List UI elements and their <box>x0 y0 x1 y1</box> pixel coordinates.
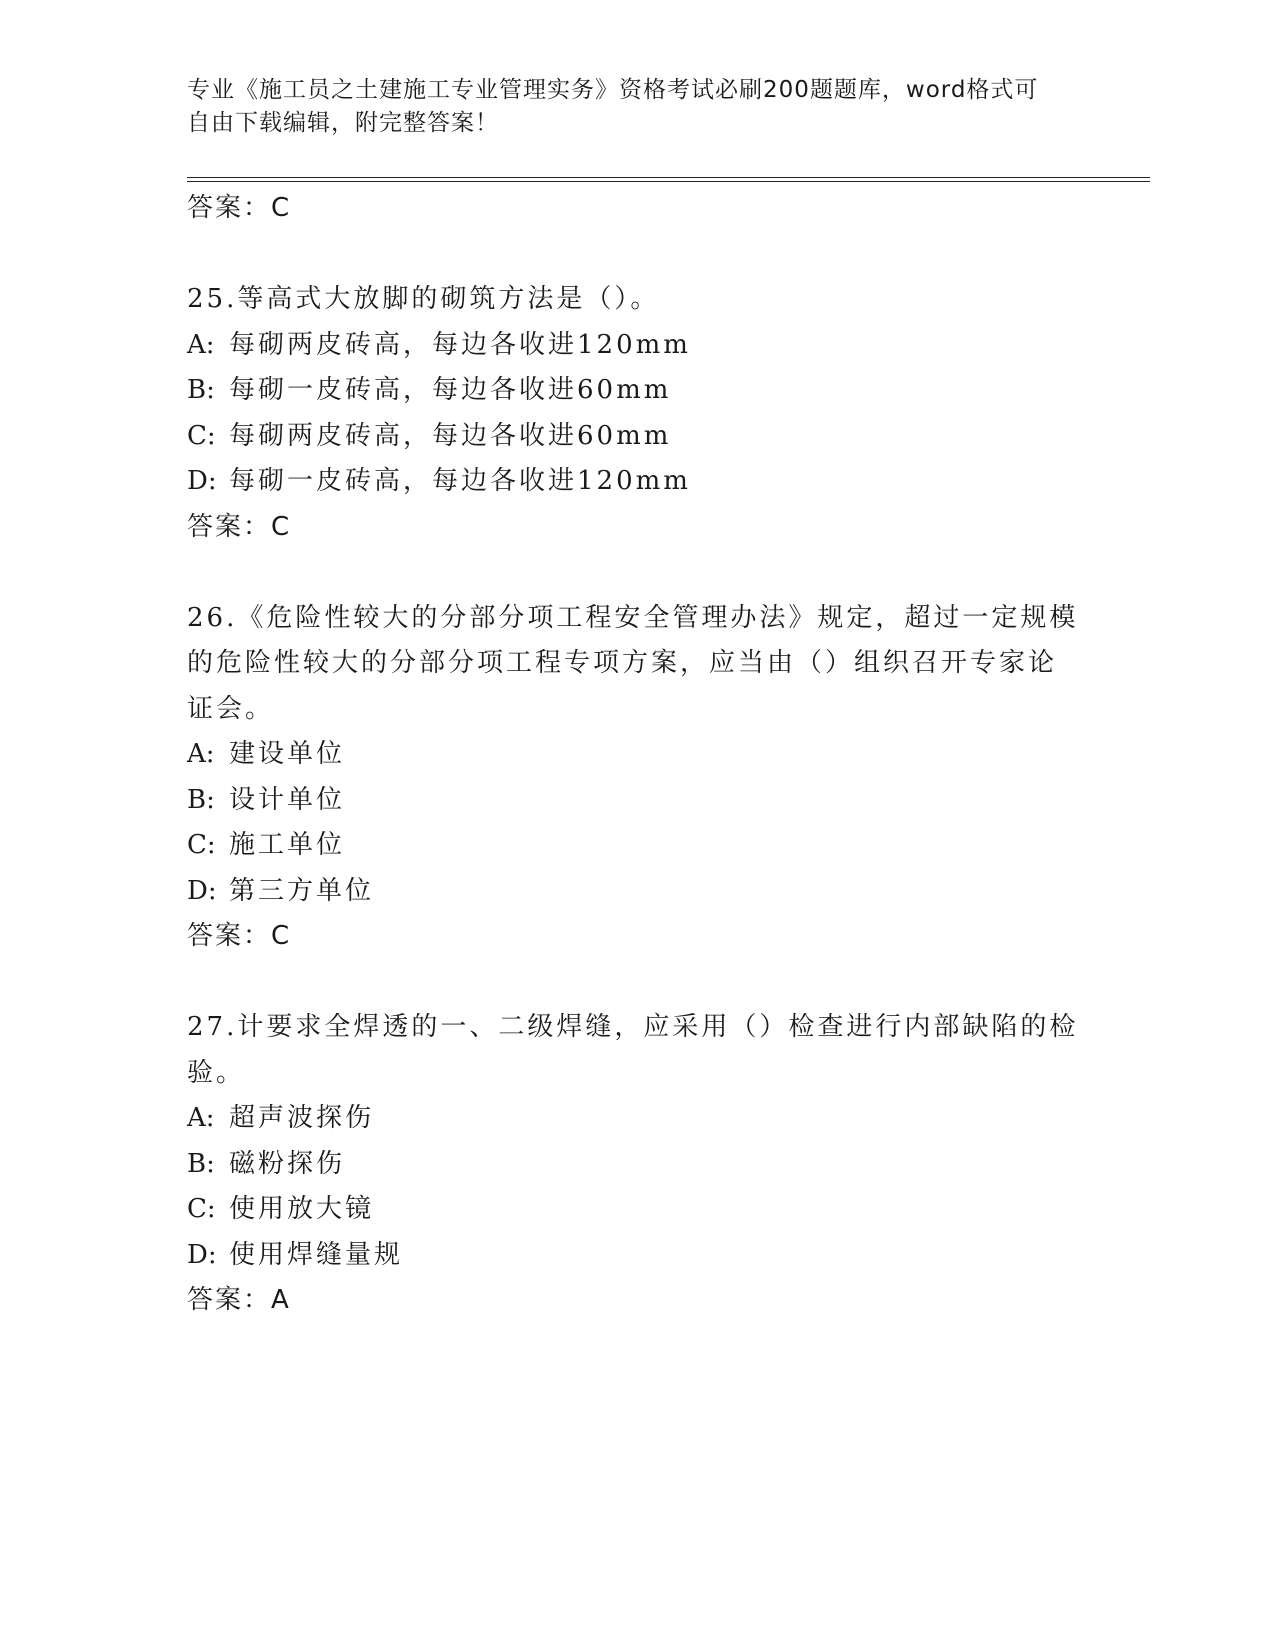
question-stem: 验。 <box>187 1057 246 1088</box>
option-text: 使用焊缝量规 <box>229 1239 404 1270</box>
question-stem: 25.等高式大放脚的砌筑方法是（）。 <box>187 284 660 314</box>
option-letter: D: <box>187 466 217 496</box>
option-letter: B: <box>187 784 215 815</box>
question-stem: 27.计要求全焊透的一、二级焊缝，应采用（）检查进行内部缺陷的检 <box>187 1012 1079 1042</box>
option-text: 磁粉探伤 <box>229 1148 346 1179</box>
question-block <box>187 277 1087 550</box>
option-letter: B: <box>187 375 215 405</box>
option-text: 每砌一皮砖高，每边各收进60mm <box>229 375 672 405</box>
option-text: 每砌两皮砖高，每边各收进60mm <box>229 420 672 451</box>
spacer <box>187 550 1087 596</box>
option-letter: C: <box>187 830 216 860</box>
question-block <box>187 596 1087 960</box>
question-stem: 证会。 <box>187 693 275 724</box>
option-text: 设计单位 <box>229 784 346 815</box>
option-letter: D: <box>187 1239 217 1270</box>
question-stem: 的危险性较大的分部分项工程专项方案，应当由（）组织召开专家论 <box>187 648 1058 678</box>
question-block <box>187 1005 1087 1324</box>
option-letter: C: <box>187 420 216 451</box>
answer: 答案：A <box>187 1285 291 1315</box>
option-a <box>187 1096 1087 1142</box>
option-d <box>187 1233 1087 1279</box>
question-list <box>187 186 1087 1324</box>
spacer <box>187 960 1087 1006</box>
option-a <box>187 732 1087 778</box>
header-divider-bottom <box>187 181 1150 182</box>
option-d <box>187 459 1087 505</box>
option-text: 使用放大镜 <box>229 1194 375 1224</box>
option-text: 超声波探伤 <box>229 1103 375 1133</box>
option-letter: B: <box>187 1148 215 1179</box>
answer: 答案：C <box>187 921 292 951</box>
option-text: 每砌一皮砖高，每边各收进120mm <box>229 466 691 496</box>
option-b <box>187 1142 1087 1188</box>
option-text: 施工单位 <box>229 830 346 860</box>
option-text: 建设单位 <box>229 739 346 769</box>
option-text: 第三方单位 <box>229 875 375 906</box>
option-a <box>187 323 1087 369</box>
option-letter: A: <box>187 1103 215 1133</box>
option-b <box>187 778 1087 824</box>
option-d <box>187 869 1087 915</box>
answer: 答案：C <box>187 511 292 542</box>
option-letter: C: <box>187 1194 216 1224</box>
option-letter: A: <box>187 329 215 360</box>
header-line-2: 自由下载编辑，附完整答案！ <box>187 110 499 136</box>
option-text: 每砌两皮砖高，每边各收进120mm <box>229 329 691 360</box>
spacer <box>187 232 1087 278</box>
previous-answer: 答案：C <box>187 193 292 223</box>
page-header <box>187 74 1067 140</box>
option-letter: D: <box>187 875 217 906</box>
option-c <box>187 823 1087 869</box>
header-line-1: 专业《施工员之土建施工专业管理实务》资格考试必刷200题题库，word格式可 <box>187 77 1039 103</box>
option-c <box>187 414 1087 460</box>
header-divider-top <box>187 177 1150 178</box>
question-stem: 26.《危险性较大的分部分项工程安全管理办法》规定，超过一定规模 <box>187 602 1079 633</box>
option-letter: A: <box>187 739 215 769</box>
option-c <box>187 1187 1087 1233</box>
option-b <box>187 368 1087 414</box>
